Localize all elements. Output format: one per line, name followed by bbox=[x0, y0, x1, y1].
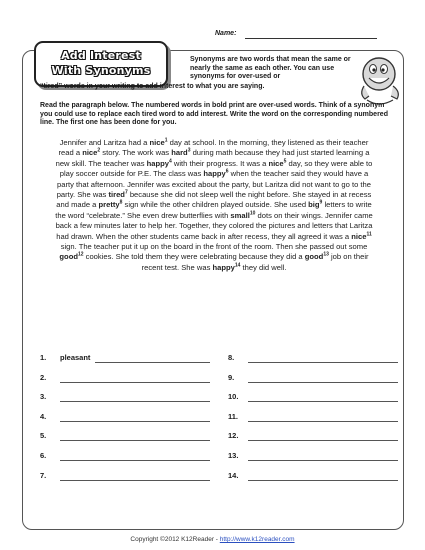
name-label: Name: bbox=[215, 30, 237, 37]
answer-column-left bbox=[40, 353, 210, 490]
name-field bbox=[215, 30, 415, 42]
instructions: Read the paragraph below. The numbered words in bold print are over-used words. Think of a synonym you could use to replace each tired word to add interest. Write the word on the corresponding numbered line. The first one has been done for you. bbox=[40, 102, 388, 127]
tired-word: good bbox=[59, 252, 78, 262]
tired-word: tired bbox=[108, 190, 125, 200]
intro-text: Synonyms are two words that mean the same or nearly the same as each other. You can use synonyms for over-used or bbox=[190, 56, 351, 81]
tired-word: nice bbox=[149, 138, 165, 147]
answer-line[interactable]: 8. bbox=[228, 353, 398, 373]
tired-word: nice bbox=[82, 148, 98, 158]
tired-word: hard bbox=[171, 148, 188, 158]
tired-word: good bbox=[304, 252, 324, 262]
tired-word: happy bbox=[212, 262, 235, 272]
answer-line[interactable]: 2. bbox=[40, 373, 210, 393]
footer bbox=[0, 536, 425, 543]
answer-line[interactable]: 1. pleasant bbox=[40, 353, 210, 373]
name-line bbox=[245, 38, 377, 39]
answer-line[interactable]: 7. bbox=[40, 471, 210, 491]
tired-word: nice bbox=[268, 158, 284, 168]
tired-word: big bbox=[308, 200, 320, 210]
title-badge bbox=[34, 41, 168, 87]
answer-line[interactable]: 13. bbox=[228, 451, 398, 471]
tired-word: pretty bbox=[98, 200, 120, 210]
answer-line[interactable]: 14. bbox=[228, 471, 398, 491]
copyright-text: Copyright ©2012 K12Reader - bbox=[130, 536, 220, 543]
answer-line[interactable]: 3. bbox=[40, 392, 210, 412]
tired-word: small bbox=[230, 210, 250, 220]
answer-line[interactable]: 5. bbox=[40, 431, 210, 451]
answer-line[interactable]: 10. bbox=[228, 392, 398, 412]
answer-column-right bbox=[228, 353, 398, 490]
footer-link[interactable]: http://www.k12reader.com bbox=[219, 536, 295, 543]
story-paragraph: Jennifer and Laritza had a nice$^1$ day at school. In the morning, they listened as their teacher read a nice$^2$ story. The work was hard$^3$ during math because they had just started learning a new skill. The teacher was happy$^4$ with their progress. It was a nice$^5$ day, so they were able to play soccer outside for P.E. The class was happy$^6$ when the teacher said they would have a party that afternoon. Jennifer was excited about the party, but Laritza did not want to go to the party. She was tired$^7$ because she did not sleep well the night before. She stayed in at recess and made a pretty$^8$ sign while the other children played outside. She used big$^9$ letters to write the word “celebrate.” She even drew butterflies with small$^{10}$ dots on their wings. Jennifer came back a few minutes later to help her. Together, they colored the pictures and letters that Laritza had drawn. When the other students came back in after recess, they all agreed it was a nice$^{11}$ sign. The teacher put it up on the board in the front of the room. Then she passed out some good$^{12}$ cookies. She told them they were celebrating because they did a good$^{13}$ job on their recent test. She was happy$^{14}$ they did well. bbox=[55, 137, 373, 272]
title-line-1: Add Interest bbox=[61, 49, 141, 62]
tired-word: nice bbox=[351, 231, 367, 241]
answer-line[interactable]: 6. bbox=[40, 451, 210, 471]
answer-line[interactable]: 12. bbox=[228, 431, 398, 451]
answer-line[interactable]: 11. bbox=[228, 412, 398, 432]
answer-line[interactable]: 9. bbox=[228, 373, 398, 393]
answer-line[interactable]: 4. bbox=[40, 412, 210, 432]
intro-text-continued: “tired” words in your writing to add interest to what you are saying. bbox=[40, 83, 265, 90]
tired-word: happy bbox=[146, 158, 169, 168]
tired-word: happy bbox=[203, 169, 226, 179]
title-line-2: With Synonyms bbox=[51, 64, 151, 77]
